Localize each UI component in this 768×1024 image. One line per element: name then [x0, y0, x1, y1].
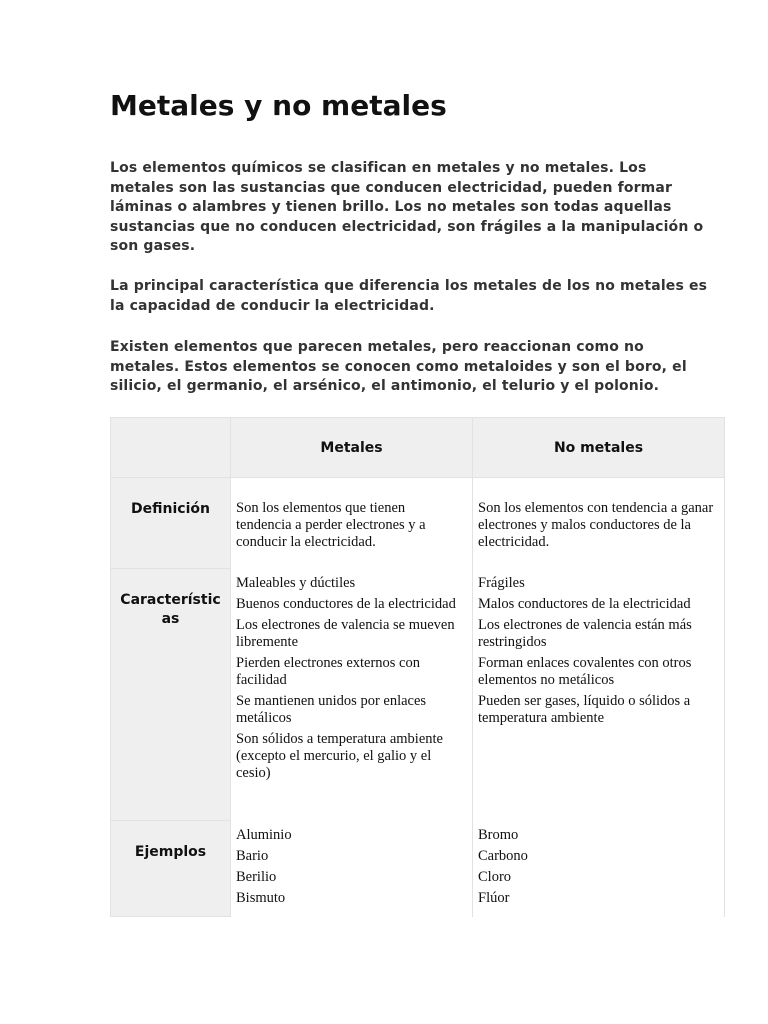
table-row-ejemplos	[111, 821, 725, 917]
list-item: Carbono	[478, 847, 528, 864]
table-header-empty	[111, 418, 231, 478]
table-header-row	[111, 418, 725, 478]
list-item: Maleables y dúctiles	[236, 574, 356, 591]
table-row-caracteristicas	[111, 569, 725, 821]
table-header-metales: Metales	[231, 418, 473, 478]
list-item: Forman enlaces covalentes con otros elementos no metálicos	[478, 654, 692, 688]
intro-paragraph: Los elementos químicos se clasifican en metales y no metales. Los metales son las sustancias que conducen electricidad, pueden formar láminas o alambres y tienen brillo. Los no metales son todas aquellas sustancias que no conducen electricidad, son frágiles a la manipulación o son gases.	[110, 160, 704, 254]
row-label-ejemplos: Ejemplos	[111, 821, 231, 917]
row-label-caracteristicas: Característic as	[111, 569, 231, 821]
list-item: Berilio	[236, 868, 277, 885]
table-row-definicion	[111, 478, 725, 569]
list-item: Los electrones de valencia se mueven libremente	[236, 616, 455, 650]
page-title: Metales y no metales	[110, 89, 447, 122]
table-header-no-metales: No metales	[473, 418, 725, 478]
list-item: Flúor	[478, 889, 510, 906]
list-item: Frágiles	[478, 574, 525, 591]
list-item: Pierden electrones externos con facilidad	[236, 654, 420, 688]
main-characteristic-paragraph: La principal característica que diferencia los metales de los no metales es la capacidad de conducir la electricidad.	[110, 278, 708, 314]
cell-caracteristicas-metales	[231, 569, 473, 821]
list-item: Malos conductores de la electricidad	[478, 595, 691, 612]
list-item: Bario	[236, 847, 269, 864]
cell-caracteristicas-no-metales	[473, 569, 725, 821]
row-label-definicion: Definición	[111, 478, 231, 569]
metalloids-paragraph: Existen elementos que parecen metales, pero reaccionan como no metales. Estos elementos se conocen como metaloides y son el boro, el silicio, el germanio, el arsénico, el antimonio, el telurio y el polonio.	[110, 339, 687, 394]
list-item: Los electrones de valencia están más restringidos	[478, 616, 692, 650]
list-item: Bromo	[478, 826, 519, 843]
cell-definicion-metales: Son los elementos que tienen tendencia a perder electrones y a conducir la electricidad.	[231, 478, 473, 569]
cell-definicion-no-metales: Son los elementos con tendencia a ganar electrones y malos conductores de la electricidad.	[473, 478, 725, 569]
list-item: Bismuto	[236, 889, 286, 906]
list-item: Buenos conductores de la electricidad	[236, 595, 456, 612]
list-item: Pueden ser gases, líquido o sólidos a temperatura ambiente	[478, 692, 691, 726]
list-item: Aluminio	[236, 826, 292, 843]
list-item: Son sólidos a temperatura ambiente (excepto el mercurio, el galio y el cesio)	[236, 730, 443, 781]
comparison-table	[110, 417, 725, 917]
cell-ejemplos-metales	[231, 821, 473, 917]
cell-ejemplos-no-metales	[473, 821, 725, 917]
list-item: Se mantienen unidos por enlaces metálicos	[236, 692, 427, 726]
list-item: Cloro	[478, 868, 512, 885]
